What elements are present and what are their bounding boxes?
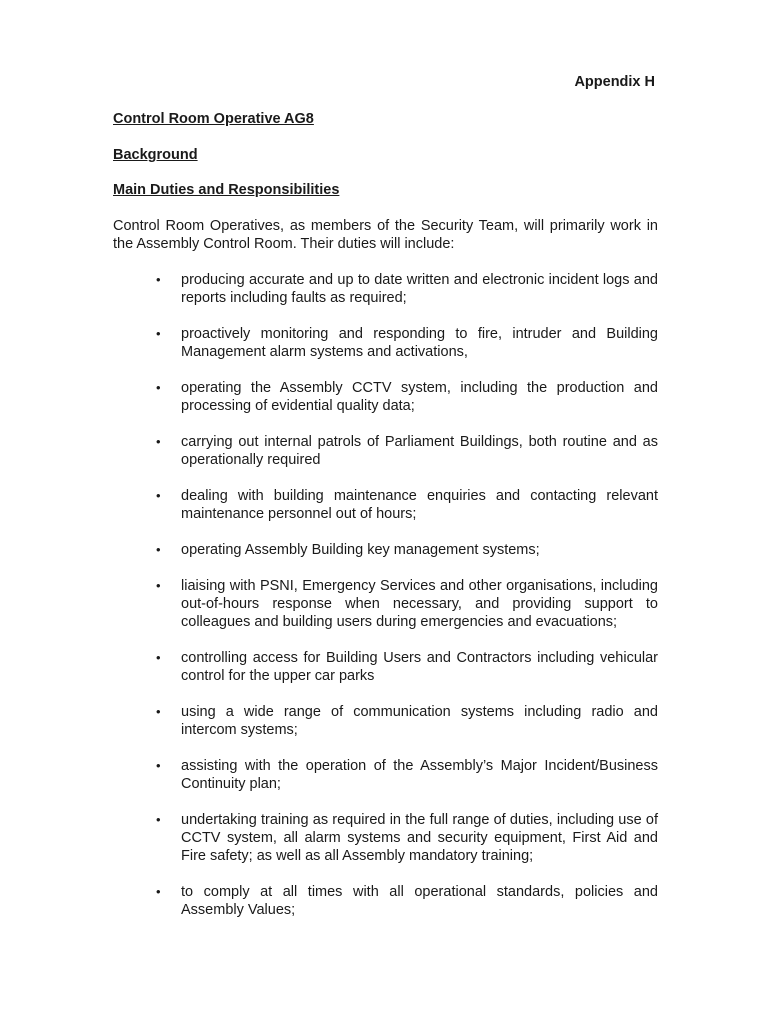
bullet-icon: •: [156, 758, 161, 773]
list-item: [113, 811, 658, 865]
bullet-icon: •: [156, 380, 161, 395]
bullet-icon: •: [156, 884, 161, 899]
document-title: Control Room Operative AG8: [113, 111, 314, 127]
duty-text: carrying out internal patrols of Parliament Buildings, both routine and as operationally required: [181, 434, 658, 468]
duty-text: producing accurate and up to date written and electronic incident logs and reports including faults as required;: [181, 272, 658, 306]
duty-text: proactively monitoring and responding to fire, intruder and Building Management alarm systems and activations,: [181, 326, 658, 360]
duty-text: using a wide range of communication systems including radio and intercom systems;: [181, 704, 658, 738]
bullet-icon: •: [156, 326, 161, 341]
duty-text: assisting with the operation of the Assembly’s Major Incident/Business Continuity plan;: [181, 758, 658, 792]
duty-text: operating the Assembly CCTV system, including the production and processing of evidential quality data;: [181, 380, 658, 414]
list-item: [113, 433, 658, 469]
list-item: [113, 757, 658, 793]
list-item: [113, 379, 658, 415]
duty-text: dealing with building maintenance enquiries and contacting relevant maintenance personnel out of hours;: [181, 488, 658, 522]
list-item: [113, 577, 658, 631]
duty-text: undertaking training as required in the full range of duties, including use of CCTV system, all alarm systems and security equipment, First Aid and Fire safety; as well as all Assembly mandatory training;: [181, 812, 658, 864]
bullet-icon: •: [156, 704, 161, 719]
appendix-label: Appendix H: [574, 74, 655, 90]
duties-list: [113, 271, 658, 937]
list-item: [113, 271, 658, 307]
duty-text: liaising with PSNI, Emergency Services and other organisations, including out-of-hours response when necessary, and providing support to colleagues and building users during emergencies and evacuations;: [181, 578, 658, 630]
list-item: [113, 325, 658, 361]
bullet-icon: •: [156, 272, 161, 287]
list-item: [113, 649, 658, 685]
section-heading-background: Background: [113, 147, 198, 163]
section-heading-duties: Main Duties and Responsibilities: [113, 182, 340, 198]
duty-text: controlling access for Building Users and Contractors including vehicular control for the upper car parks: [181, 650, 658, 684]
intro-paragraph: Control Room Operatives, as members of the Security Team, will primarily work in the Assembly Control Room. Their duties will include:: [113, 218, 658, 252]
list-item: [113, 541, 658, 559]
bullet-icon: •: [156, 488, 161, 503]
bullet-icon: •: [156, 542, 161, 557]
bullet-icon: •: [156, 812, 161, 827]
duty-text: operating Assembly Building key management systems;: [181, 542, 540, 558]
bullet-icon: •: [156, 578, 161, 593]
list-item: [113, 883, 658, 919]
duty-text: to comply at all times with all operational standards, policies and Assembly Values;: [181, 884, 658, 918]
bullet-icon: •: [156, 650, 161, 665]
list-item: [113, 487, 658, 523]
bullet-icon: •: [156, 434, 161, 449]
list-item: [113, 703, 658, 739]
